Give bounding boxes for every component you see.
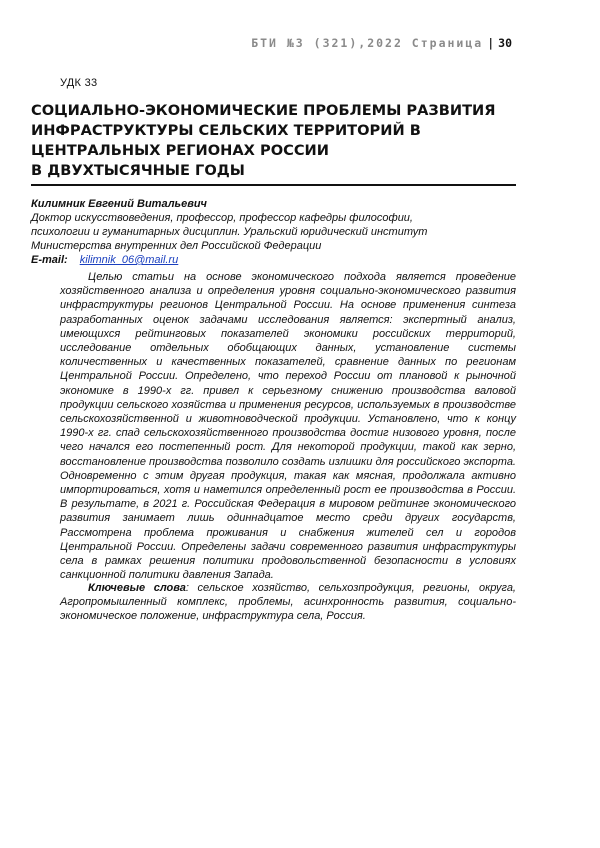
title-line: ЦЕНТРАЛЬНЫХ РЕГИОНАХ РОССИИ xyxy=(31,142,329,159)
email-link[interactable]: kilimnik_06@mail.ru xyxy=(79,254,179,266)
header-separator: | xyxy=(487,36,495,50)
title-line: В ДВУХТЫСЯЧНЫЕ ГОДЫ xyxy=(31,162,245,179)
keywords-label: Ключевые слова xyxy=(88,582,186,594)
running-header xyxy=(251,36,512,50)
email-row xyxy=(31,253,551,267)
udk-code: УДК 33 xyxy=(60,77,98,89)
keywords xyxy=(60,581,516,624)
author-affiliation xyxy=(31,211,551,253)
author-name: Килимник Евгений Витальевич xyxy=(31,198,207,210)
email-label: E-mail: xyxy=(31,254,68,266)
title-line: СОЦИАЛЬНО-ЭКОНОМИЧЕСКИЕ ПРОБЛЕМЫ РАЗВИТИЯ xyxy=(31,102,496,119)
affiliation-line: психологии и гуманитарных дисциплин. Уральский юридический институт xyxy=(31,226,428,238)
title-line: ИНФРАСТРУКТУРЫ СЕЛЬСКИХ ТЕРРИТОРИЙ В xyxy=(31,122,421,139)
page-number: 30 xyxy=(498,36,512,50)
affiliation-line: Министерства внутренних дел Российской Федерации xyxy=(31,240,322,252)
abstract: Целью статьи на основе экономического подхода является проведение хозяйственного анализа и определения уровня социально-экономического развития инфраструктуры регионов Центральной России. На основе применения синтеза разработанных оценок задачами исследования является: экспертный анализ, имеющихся рейтинговых показателей экономики российских территорий, исследование отдельных обобщающих данных, установление системы количественных и качественных показателей, сравнение данных по регионам Центральной России. Определено, что переход России от плановой к рыночной экономике в 1990-х гг. привел к серьезному снижению производства валовой продукции сельского хозяйства и применения ресурсов, используемых в производстве сельскохозяйственной и животноводческой продукции. Установлено, что к концу 1990-х гг. спад сельскохозяйственного производства достиг низового уровня, после чего начался его постепенный рост. Для некоторой продукции, такой как зерно, восстановление производства позволило создать излишки для российского экспорта. Одновременно с этим другая продукция, такая как мясная, продолжала активно импортироваться, хотя и наметился определенный рост ее производства в России. В результате, в 2021 г. Российская Федерация в мировом рейтинге экономического развития занимает лишь одиннадцатое место среди других государств, Рассмотрена проблема проживания и снабжения жителей сел и городов Центральной России. Определены задачи современного развития инфраструктуры села в рамках решения политики продовольственной безопасности в условиях санкционной политики давления Запада. xyxy=(60,271,516,582)
author-block xyxy=(31,197,551,267)
affiliation-line: Доктор искусствоведения, профессор, профессор кафедры философии, xyxy=(31,212,413,224)
journal-name: БТИ №3 (321),2022 Страница xyxy=(251,36,484,50)
article-title xyxy=(31,101,516,186)
keywords-text: : сельское хозяйство, сельхозпродукция, регионы, округа, Агропромышленный комплекс, проблемы, асинхронность развития, социально-экономическое положение, инфраструктура села, Россия. xyxy=(60,582,516,623)
